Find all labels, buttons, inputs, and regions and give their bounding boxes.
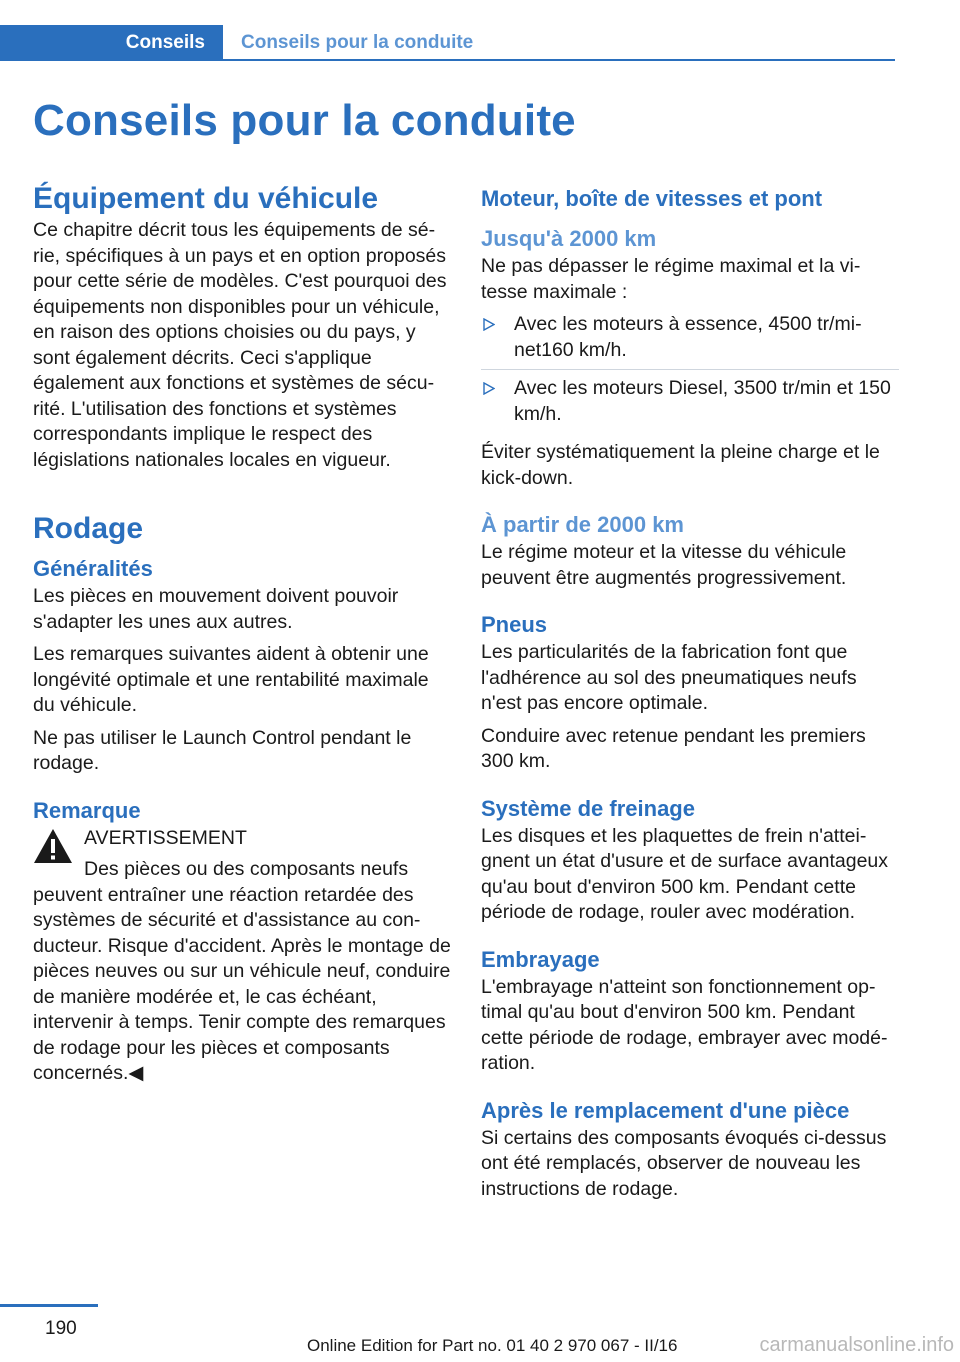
- generalites-paragraph-3: Ne pas utiliser le Launch Control pendant le rodage.: [33, 726, 412, 774]
- pneus-heading: Pneus: [481, 612, 548, 637]
- header-rule: [223, 59, 895, 61]
- generalites-paragraph-2: Les remarques suivantes aident à obtenir une longévité optimale et une rentabilité maximale du véhicule.: [33, 643, 429, 716]
- footer-rule: [0, 1304, 98, 1307]
- triangle-bullet-icon: [483, 382, 495, 395]
- left-column: [33, 180, 451, 1094]
- pneus-paragraph-2: Conduire avec retenue pendant les premiers 300 km.: [481, 724, 866, 772]
- rodage-heading: Rodage: [33, 512, 144, 545]
- generalites-heading: Généralités: [33, 556, 153, 581]
- section-tab[interactable]: Conseils pour la conduite: [241, 32, 474, 53]
- speed-limit-list: [481, 312, 899, 433]
- warning-block: [33, 826, 451, 1087]
- watermark: carmanualsonline.info: [759, 1334, 954, 1356]
- right-column: [481, 180, 899, 1209]
- moteur-heading: Moteur, boîte de vitesses et pont: [481, 186, 823, 211]
- apartir-paragraph: Le régime moteur et la vitesse du véhicule peuvent être augmentés progressivement.: [481, 541, 847, 589]
- freinage-paragraph: Les disques et les plaquettes de frein n'atteignent un état d'usure et de surface avantageux qu'au bout d'environ 500 km. Pendant cette période de rodage, rouler avec modération.: [481, 824, 889, 923]
- list-item: [481, 312, 899, 370]
- remplacement-paragraph: Si certains des composants évoqués ci-dessus ont été remplacés, observer de nouveau les instructions de rodage.: [481, 1126, 887, 1200]
- page-title: Conseils pour la conduite: [33, 96, 576, 145]
- triangle-bullet-icon: [483, 318, 495, 331]
- generalites-paragraph-1: Les pièces en mouvement doivent pouvoir s'adapter les unes aux autres.: [33, 585, 399, 633]
- list-item: [481, 376, 899, 433]
- jusqua-heading: Jusqu'à 2000 km: [481, 226, 657, 251]
- apartir-heading: À partir de 2000 km: [481, 512, 684, 537]
- jusqua-paragraph: Ne pas dépasser le régime maximal et la vitesse maximale :: [481, 255, 861, 303]
- edition-text: Online Edition for Part no. 01 40 2 970 067 - II/16: [307, 1336, 678, 1355]
- page-number: 190: [45, 1318, 77, 1339]
- warning-triangle-icon: [33, 828, 73, 864]
- running-header: [0, 25, 895, 61]
- embrayage-paragraph: L'embrayage n'atteint son fonctionnement optimal qu'au bout d'environ 500 km. Pendant cette période de rodage, embrayer avec modération.: [481, 975, 888, 1074]
- pneus-paragraph-1: Les particularités de la fabrication font que l'adhérence au sol des pneumatiques neufs n'est pas encore optimale.: [481, 641, 857, 714]
- equipment-paragraph: Ce chapitre décrit tous les équipements de série, spécifiques à un pays et en option proposés pour cette série de modèles. C'est pourquoi des équipements non disponibles pour un véhicule, en raison des options choisies ou du pays, y sont également décrits. Ceci s'applique également aux fonctions et systèmes de sécurité. L'utilisation des fonctions et systèmes correspondants implique le respect des législations nationales locales en vigueur.: [33, 219, 447, 471]
- chapter-tab[interactable]: Conseils: [0, 25, 223, 61]
- list-item-text: Avec les moteurs Diesel, 3500 tr/min et 150 km/h.: [514, 377, 891, 425]
- remarque-heading: Remarque: [33, 797, 141, 823]
- list-item-text: Avec les moteurs à essence, 4500 tr/minet160 km/h.: [514, 313, 862, 361]
- warning-text: Des pièces ou des composants neufs peuvent entraîner une réaction retardée des systèmes de sécurité et d'assistance au conducteur. Risque d'accident. Après le montage de pièces neuves ou sur un véhicule neuf, conduire de manière modérée et, le cas échéant, intervenir à temps. Tenir compte des remarques de rodage pour les pièces et composants concernés.◀: [33, 858, 451, 1084]
- warning-title: AVERTISSEMENT: [84, 826, 247, 849]
- remplacement-heading: Après le remplacement d'une pièce: [481, 1097, 850, 1123]
- embrayage-heading: Embrayage: [481, 946, 600, 972]
- freinage-heading: Système de freinage: [481, 795, 695, 821]
- equipment-heading: Équipement du véhicule: [33, 182, 379, 215]
- eviter-paragraph: Éviter systématiquement la pleine charge et le kick-down.: [481, 441, 880, 489]
